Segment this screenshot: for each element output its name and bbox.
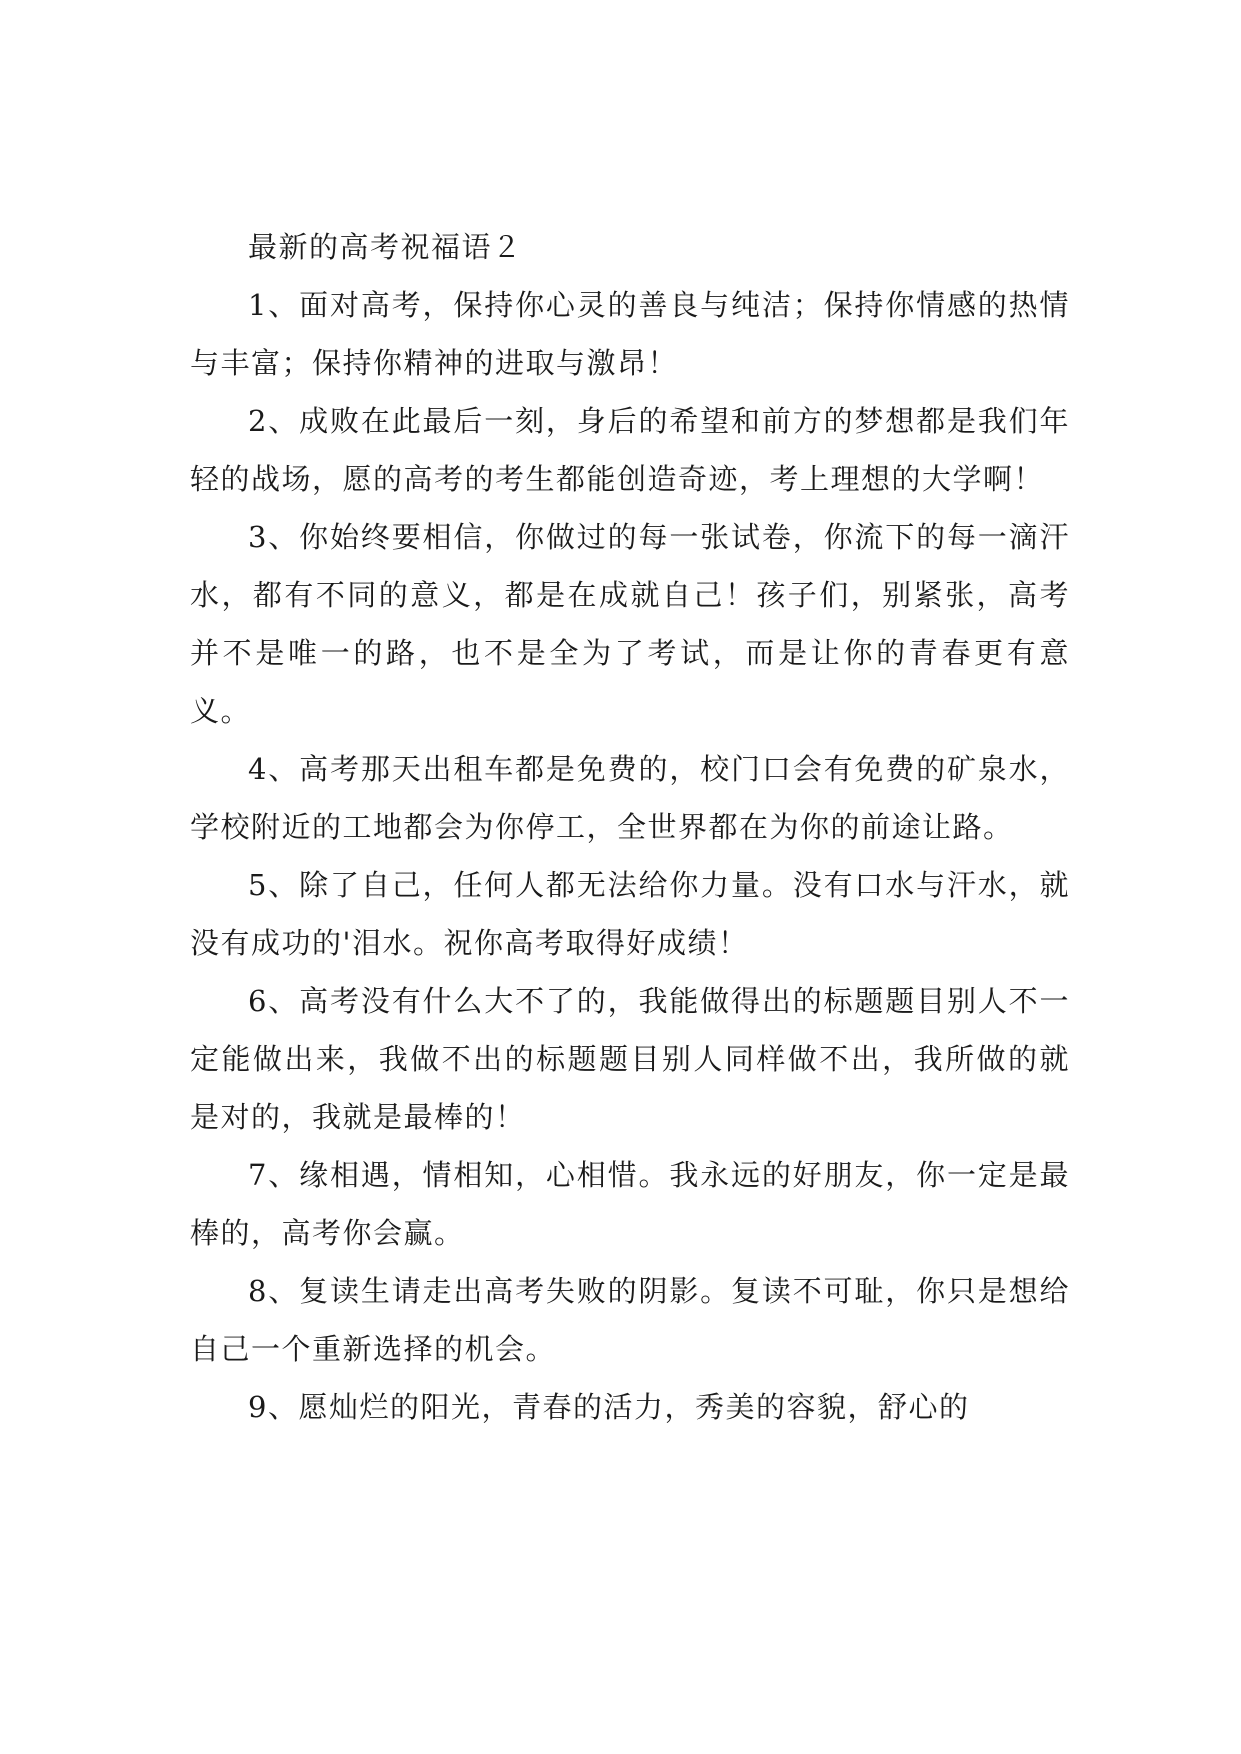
paragraph: 3、你始终要相信，你做过的每一张试卷，你流下的每一滴汗水，都有不同的意义，都是在成就自己！孩子们，别紧张，高考并不是唯一的路，也不是全为了考试，而是让你的青春更有意义。 [190, 520, 1070, 728]
paragraph: 7、缘相遇，情相知，心相惜。我永远的好朋友，你一定是最棒的，高考你会赢。 [190, 1158, 1070, 1250]
document-body [190, 218, 1070, 1436]
paragraph: 4、高考那天出租车都是免费的，校门口会有免费的矿泉水，学校附近的工地都会为你停工，全世界都在为你的前途让路。 [190, 752, 1070, 844]
paragraph: 5、除了自己，任何人都无法给你力量。没有口水与汗水，就没有成功的'泪水。祝你高考取得好成绩！ [190, 868, 1070, 960]
paragraph: 6、高考没有什么大不了的，我能做得出的标题题目别人不一定能做出来，我做不出的标题题目别人同样做不出，我所做的就是对的，我就是最棒的！ [190, 984, 1070, 1134]
paragraph: 9、愿灿烂的阳光，青春的活力，秀美的容貌，舒心的 [248, 1390, 970, 1424]
paragraph: 2、成败在此最后一刻，身后的希望和前方的梦想都是我们年轻的战场，愿的高考的考生都能创造奇迹，考上理想的大学啊！ [190, 404, 1070, 496]
paragraph: 8、复读生请走出高考失败的阴影。复读不可耻，你只是想给自己一个重新选择的机会。 [190, 1274, 1070, 1366]
document-title: 最新的高考祝福语２ [248, 230, 523, 264]
paragraph: 1、面对高考，保持你心灵的善良与纯洁；保持你情感的热情与丰富；保持你精神的进取与激昂！ [190, 288, 1070, 380]
